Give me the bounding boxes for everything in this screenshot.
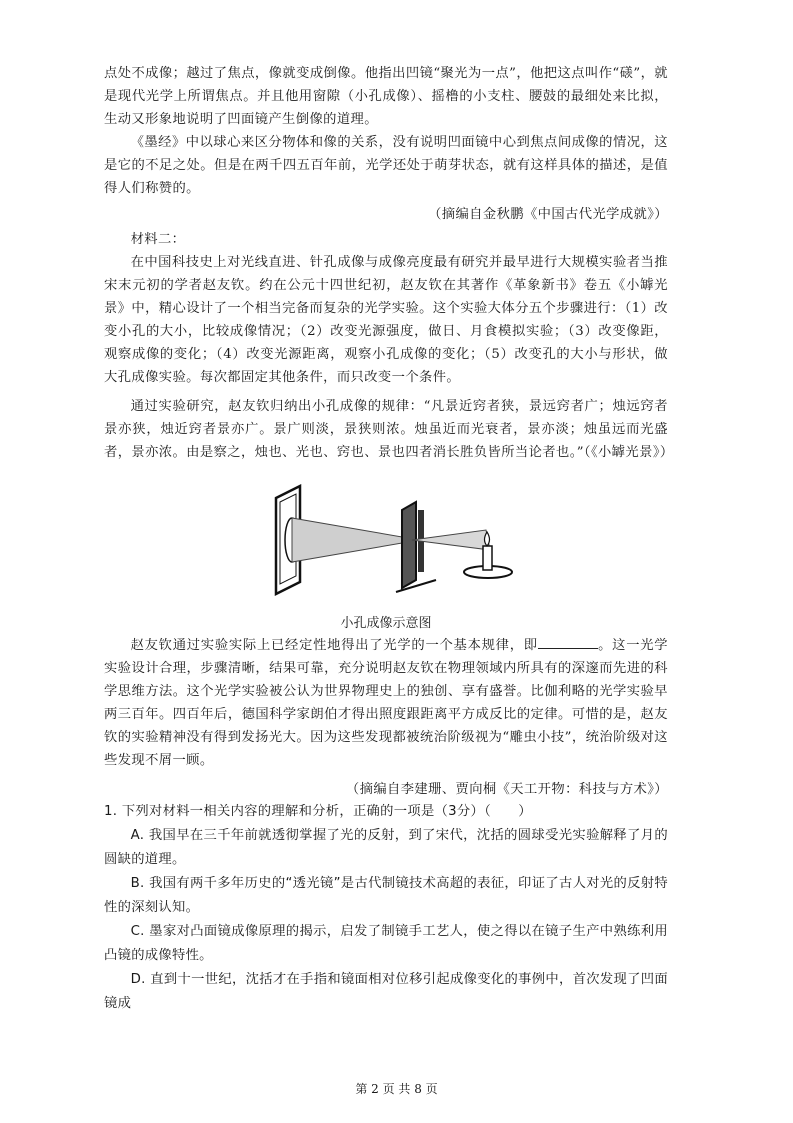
option-b[interactable]: B. 我国有两千多年历史的“透光镜”是古代制镜技术高超的表征，印证了古人对光的反射特性的深刻认知。 bbox=[104, 876, 668, 915]
option-c[interactable]: C. 墨家对凸面镜成像原理的揭示，启发了制镜手工艺人，使之得以在镜子生产中熟练利用凸镜的成像特性。 bbox=[104, 924, 668, 963]
option-d[interactable]: D. 直到十一世纪，沈括才在手指和镜面相对位移引起成像变化的事例中，首次发现了凹面镜成 bbox=[104, 972, 668, 1011]
question-1-stem: 1. 下列对材料一相关内容的理解和分析，正确的一项是（3分）（ ） bbox=[104, 804, 532, 819]
material2-paragraph-3 bbox=[104, 634, 668, 772]
material2-label: 材料二： bbox=[130, 232, 186, 247]
material1-paragraph-1: 点处不成像；越过了焦点，像就变成倒像。他指出凹镜“聚光为一点”，他把这点叫作“𥖄”，就是现代光学上所谓焦点。并且他用窗隙（小孔成像）、摇橹的小支柱、腰鼓的最细处来比拟，生动又形象地说明了凹面镜产生倒像的道理。 bbox=[104, 66, 668, 127]
paragraph-3-part-b: 。这一光学实验设计合理，步骤清晰，结果可靠，充分说明赵友钦在物理领域内所具有的深邃而先进的科学思维方法。这个光学实验被公认为世界物理史上的独创、享有盛誉。比伽利略的光学实验早两三百年。四百年后，德国科学家朗伯才得出照度跟距离平方成反比的定律。可惜的是，赵友钦的实验精神没有得到发扬光大。因为这些发现都被统治阶级视为“雕虫小技”，统治阶级对这些发现不屑一顾。 bbox=[104, 638, 669, 768]
page-footer: 第 2 页 共 8 页 bbox=[355, 1082, 438, 1096]
diagram-candle bbox=[483, 546, 492, 570]
paragraph-3-part-a: 赵友钦通过实验实际上已经定性地得出了光学的一个基本规律，即 bbox=[130, 638, 538, 653]
pinhole-imaging-diagram bbox=[268, 484, 520, 596]
option-a[interactable]: A. 我国早在三千年前就透彻掌握了光的反射，到了宋代，沈括的圆球受光实验解释了月的圆缺的道理。 bbox=[104, 828, 668, 867]
diagram-pinhole-board bbox=[402, 502, 416, 588]
material2-source: （摘编自李建珊、贾向桐《天工开物：科技与方术》） bbox=[345, 782, 668, 797]
figure-caption: 小孔成像示意图 bbox=[340, 616, 432, 631]
answer-blank[interactable] bbox=[538, 634, 598, 649]
diagram-candle-flame bbox=[485, 532, 490, 546]
material1-paragraph-2: 《墨经》中以球心来区分物体和像的关系，没有说明凹面镜中心到焦点间成像的情况，这是它的不足之处。但是在两千四五百年前，光学还处于萌芽状态，就有这样具体的描述，是值得人们称赞的。 bbox=[104, 135, 668, 196]
material1-source: （摘编自金秋鹏《中国古代光学成就》） bbox=[428, 207, 668, 222]
material2-paragraph-1: 在中国科技史上对光线直进、针孔成像与成像亮度最有研究并最早进行大规模实验者当推宋末元初的学者赵友钦。约在公元十四世纪初，赵友钦在其著作《革象新书》卷五《小罅光景》中，精心设计了一个相当完备而复杂的光学实验。这个实验大体分五个步骤进行：（1）改变小孔的大小，比较成像情况；（2）改变光源强度，做日、月食模拟实验；（3）改变像距，观察成像的变化；（4）改变光源距离，观察小孔成像的变化；（5）改变孔的大小与形状，做大孔成像实验。每次都固定其他条件，而只改变一个条件。 bbox=[104, 255, 668, 385]
diagram-light-cone-left bbox=[292, 518, 408, 562]
material2-paragraph-2: 通过实验研究，赵友钦归纳出小孔成像的规律：“凡景近窍者狭，景远窍者广；烛远窍者景亦狭，烛近窍者景亦广。景广则淡，景狭则浓。烛虽近而光衰者，景亦淡；烛虽远而光盛者，景亦浓。由是察之，烛也、光也、窍也、景也四者消长胜负皆所当论者也。”（《小罅光景》） bbox=[104, 399, 674, 460]
